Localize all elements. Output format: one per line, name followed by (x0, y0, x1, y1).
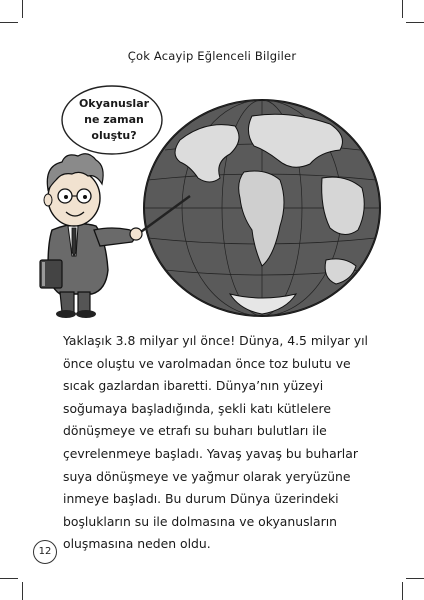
crop-mark-top-left-h (0, 22, 18, 23)
globe-image (144, 100, 380, 316)
crop-mark-bottom-left-h (0, 578, 18, 579)
crop-mark-top-left-v (22, 0, 23, 18)
page-number: 12 (33, 540, 57, 564)
crop-mark-bottom-right-h (406, 578, 424, 579)
crop-mark-top-right-h (406, 22, 424, 23)
teacher-character (40, 154, 142, 318)
page-header-title: Çok Acayip Eğlenceli Bilgiler (127, 49, 297, 63)
speech-bubble-text: Okyanuslar ne zaman oluştu? (78, 97, 150, 142)
crop-mark-bottom-right-v (402, 582, 403, 600)
body-paragraph: Yaklaşık 3.8 milyar yıl önce! Dünya, 4.5 milyar yıl önce oluştu ve varolmadan önce toz bulutu ve sıcak gazlardan ibaretti. Dünya’nın yüzeyi soğumaya başladığında, şekli katı kütlelere dönüşmeye ve etrafı su buharı bulutları ile çevrelenmeye başladı. Yavaş yavaş bu buharlar suya dönüşmeye ve yağmur olarak yeryüzüne inmeye başladı. Bu durum Dünya üzerindeki boşlukların su ile dolmasına ve okyanusların oluşmasına neden oldu. (63, 333, 368, 552)
crop-mark-top-right-v (402, 0, 403, 18)
crop-mark-bottom-left-v (22, 582, 23, 600)
